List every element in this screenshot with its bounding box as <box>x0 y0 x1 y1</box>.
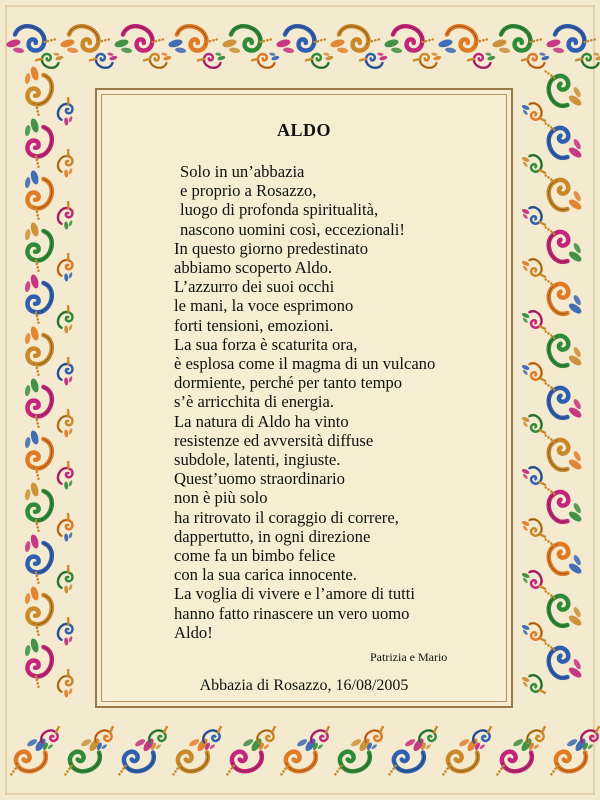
poem-line: La sua forza è scaturita ora, <box>174 334 358 354</box>
poem-line: forti tensioni, emozioni. <box>174 315 334 335</box>
poem-line: non è più solo <box>174 488 268 508</box>
poem-line: Solo in un’abbazia <box>180 162 305 181</box>
poem-line: dappertutto, in ogni direzione <box>174 526 371 546</box>
poem-text <box>174 162 494 642</box>
poem-line: Quest’uomo straordinario <box>174 469 345 489</box>
signature: Patrizia e Mario <box>370 650 448 664</box>
poem-line: con la sua carica innocente. <box>174 565 357 585</box>
poem-line: nascono uomini così, eccezionali! <box>180 219 405 239</box>
poem-line: Aldo! <box>174 622 213 642</box>
poem-line: le mani, la voce esprimono <box>174 296 354 316</box>
poem-line: subdole, latenti, ingiuste. <box>174 450 341 470</box>
poem-line: hanno fatto rinascere un vero uomo <box>174 603 410 623</box>
poem-line: luogo di profonda spiritualità, <box>180 200 379 220</box>
poem-line: s’è arricchita di energia. <box>174 392 335 412</box>
place-date: Abbazia di Rosazzo, 16/08/2005 <box>199 677 409 694</box>
poem-line: dormiente, perché per tanto tempo <box>174 373 403 393</box>
poem-title: ALDO <box>276 120 331 140</box>
poem-line: ha ritrovato il coraggio di correre, <box>174 507 399 527</box>
poem-line: L’azzurro dei suoi occhi <box>174 277 335 297</box>
poem-line: è esplosa come il magma di un vulcano <box>174 354 436 374</box>
poem-line: resistenze ed avversità diffuse <box>174 430 374 450</box>
poem-line: come fa un bimbo felice <box>174 546 336 566</box>
poem-line: La natura di Aldo ha vinto <box>174 411 349 431</box>
poem-line: La voglia di vivere e l’amore di tutti <box>174 584 415 604</box>
poem-line: e proprio a Rosazzo, <box>180 181 317 201</box>
poem-line: In questo giorno predestinato <box>174 238 369 258</box>
poem-line: abbiamo scoperto Aldo. <box>174 258 333 278</box>
